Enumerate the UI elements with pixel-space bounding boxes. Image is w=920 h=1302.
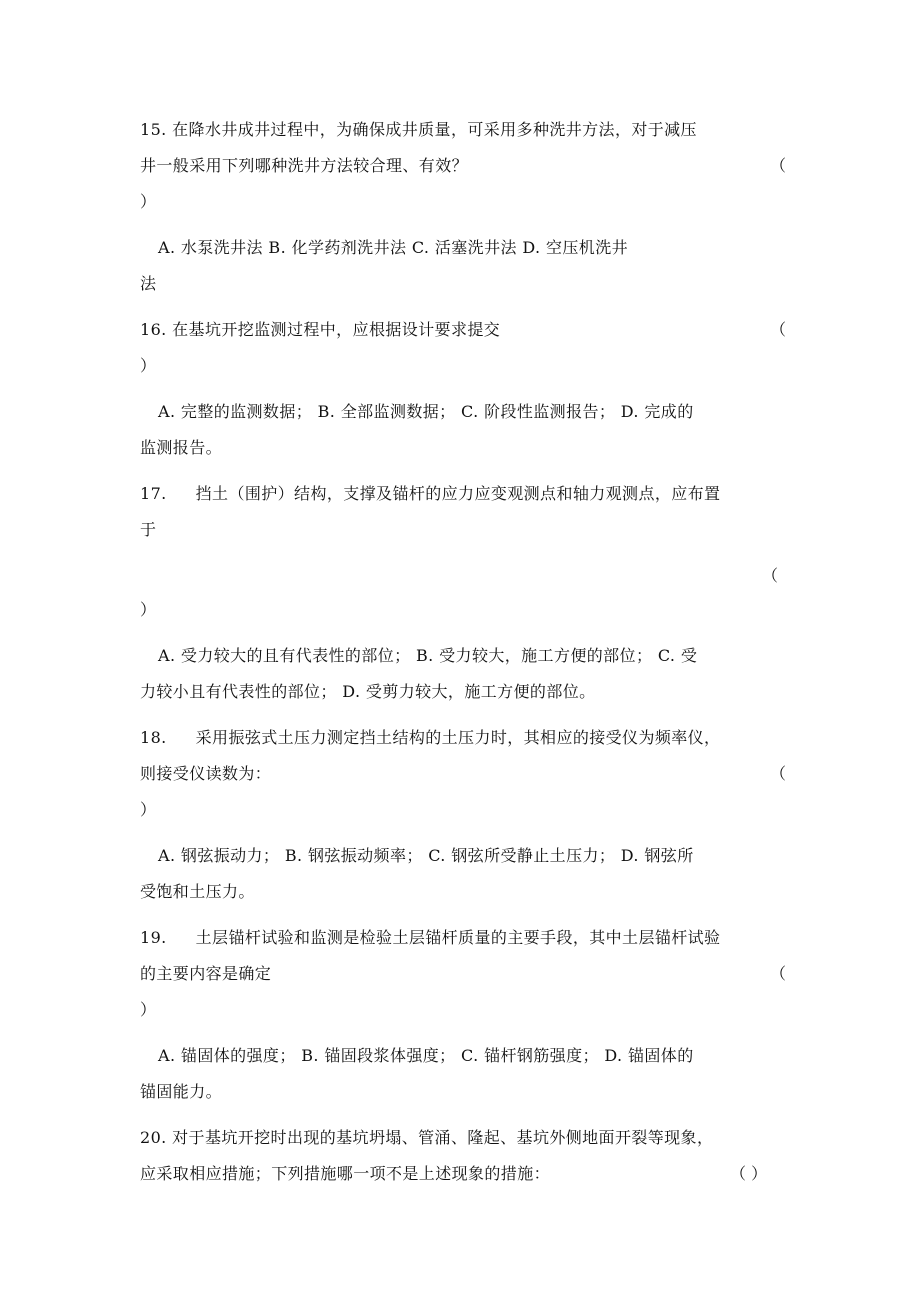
question-16-paren-close: ） [140, 356, 157, 375]
question-19-number: 19. [140, 928, 167, 947]
question-19-options-1: A. 锚固体的强度； B. 锚固段浆体强度； C. 锚杆钢筋强度； D. 锚固体的 [158, 1046, 694, 1065]
question-17-options-2: 力较小且有代表性的部位； D. 受剪力较大，施工方便的部位。 [140, 682, 596, 701]
question-16-options-2: 监测报告。 [140, 438, 223, 457]
question-17-stem-1: 挡土（围护）结构，支撑及锚杆的应力应变观测点和轴力观测点，应布置 [195, 484, 721, 503]
question-18-paren-open: （ [770, 764, 787, 783]
question-17-options-1: A. 受力较大的且有代表性的部位； B. 受力较大，施工方便的部位； C. 受 [158, 646, 698, 665]
question-16-number: 16. [140, 320, 167, 339]
question-18-options-1: A. 钢弦振动力； B. 钢弦振动频率； C. 钢弦所受静止土压力； D. 钢弦所 [158, 846, 694, 865]
question-17-line-1 [140, 484, 720, 504]
question-16-options-1: A. 完整的监测数据； B. 全部监测数据； C. 阶段性监测报告； D. 完成的 [158, 402, 694, 421]
question-19-line-1 [140, 928, 720, 948]
question-15-options-1: A. 水泵洗井法 B. 化学药剂洗井法 C. 活塞洗井法 D. 空压机洗井 [158, 238, 628, 257]
question-18-number: 18. [140, 728, 167, 747]
question-19-paren-close: ） [140, 1000, 157, 1019]
question-17-paren-open: （ [762, 566, 779, 585]
question-15-paren-close: ） [140, 192, 157, 211]
question-16-stem-1: 在基坑开挖监测过程中，应根据设计要求提交 [172, 320, 501, 339]
question-17-paren-close: ） [140, 600, 157, 619]
question-17-number: 17. [140, 484, 167, 503]
question-18-line-1 [140, 728, 720, 748]
question-16-line-1 [140, 320, 500, 340]
question-19-stem-2: 的主要内容是确定 [140, 964, 272, 983]
question-18-paren-close: ） [140, 800, 157, 819]
question-19-stem-1: 土层锚杆试验和监测是检验土层锚杆质量的主要手段，其中土层锚杆试验 [195, 928, 721, 947]
question-15-line-1 [140, 120, 697, 140]
question-20-stem-2: 应采取相应措施；下列措施哪一项不是上述现象的措施： [140, 1164, 551, 1183]
question-20-line-1 [140, 1128, 713, 1148]
question-19-options-2: 锚固能力。 [140, 1082, 223, 1101]
question-20-number: 20. [140, 1128, 167, 1147]
question-19-paren-open: （ [770, 964, 787, 983]
question-18-stem-2: 则接受仪读数为： [140, 764, 272, 783]
question-15-stem-1: 在降水井成井过程中，为确保成井质量，可采用多种洗井方法，对于减压 [172, 120, 697, 139]
question-16-paren-open: （ [770, 320, 787, 339]
question-18-options-2: 受饱和土压力。 [140, 882, 255, 901]
question-15-paren-open: （ [770, 156, 787, 175]
question-15-number: 15. [140, 120, 167, 139]
question-17-stem-2: 于 [140, 520, 157, 539]
question-15-options-2: 法 [140, 274, 157, 293]
question-15-stem-2: 井一般采用下列哪种洗井方法较合理、有效？ [140, 156, 469, 175]
question-20-stem-1: 对于基坑开挖时出现的基坑坍塌、管涌、隆起、基坑外侧地面开裂等现象， [172, 1128, 714, 1147]
question-18-stem-1: 采用振弦式土压力测定挡土结构的土压力时，其相应的接受仪为频率仪， [195, 728, 721, 747]
question-20-paren: （ ） [730, 1164, 768, 1183]
